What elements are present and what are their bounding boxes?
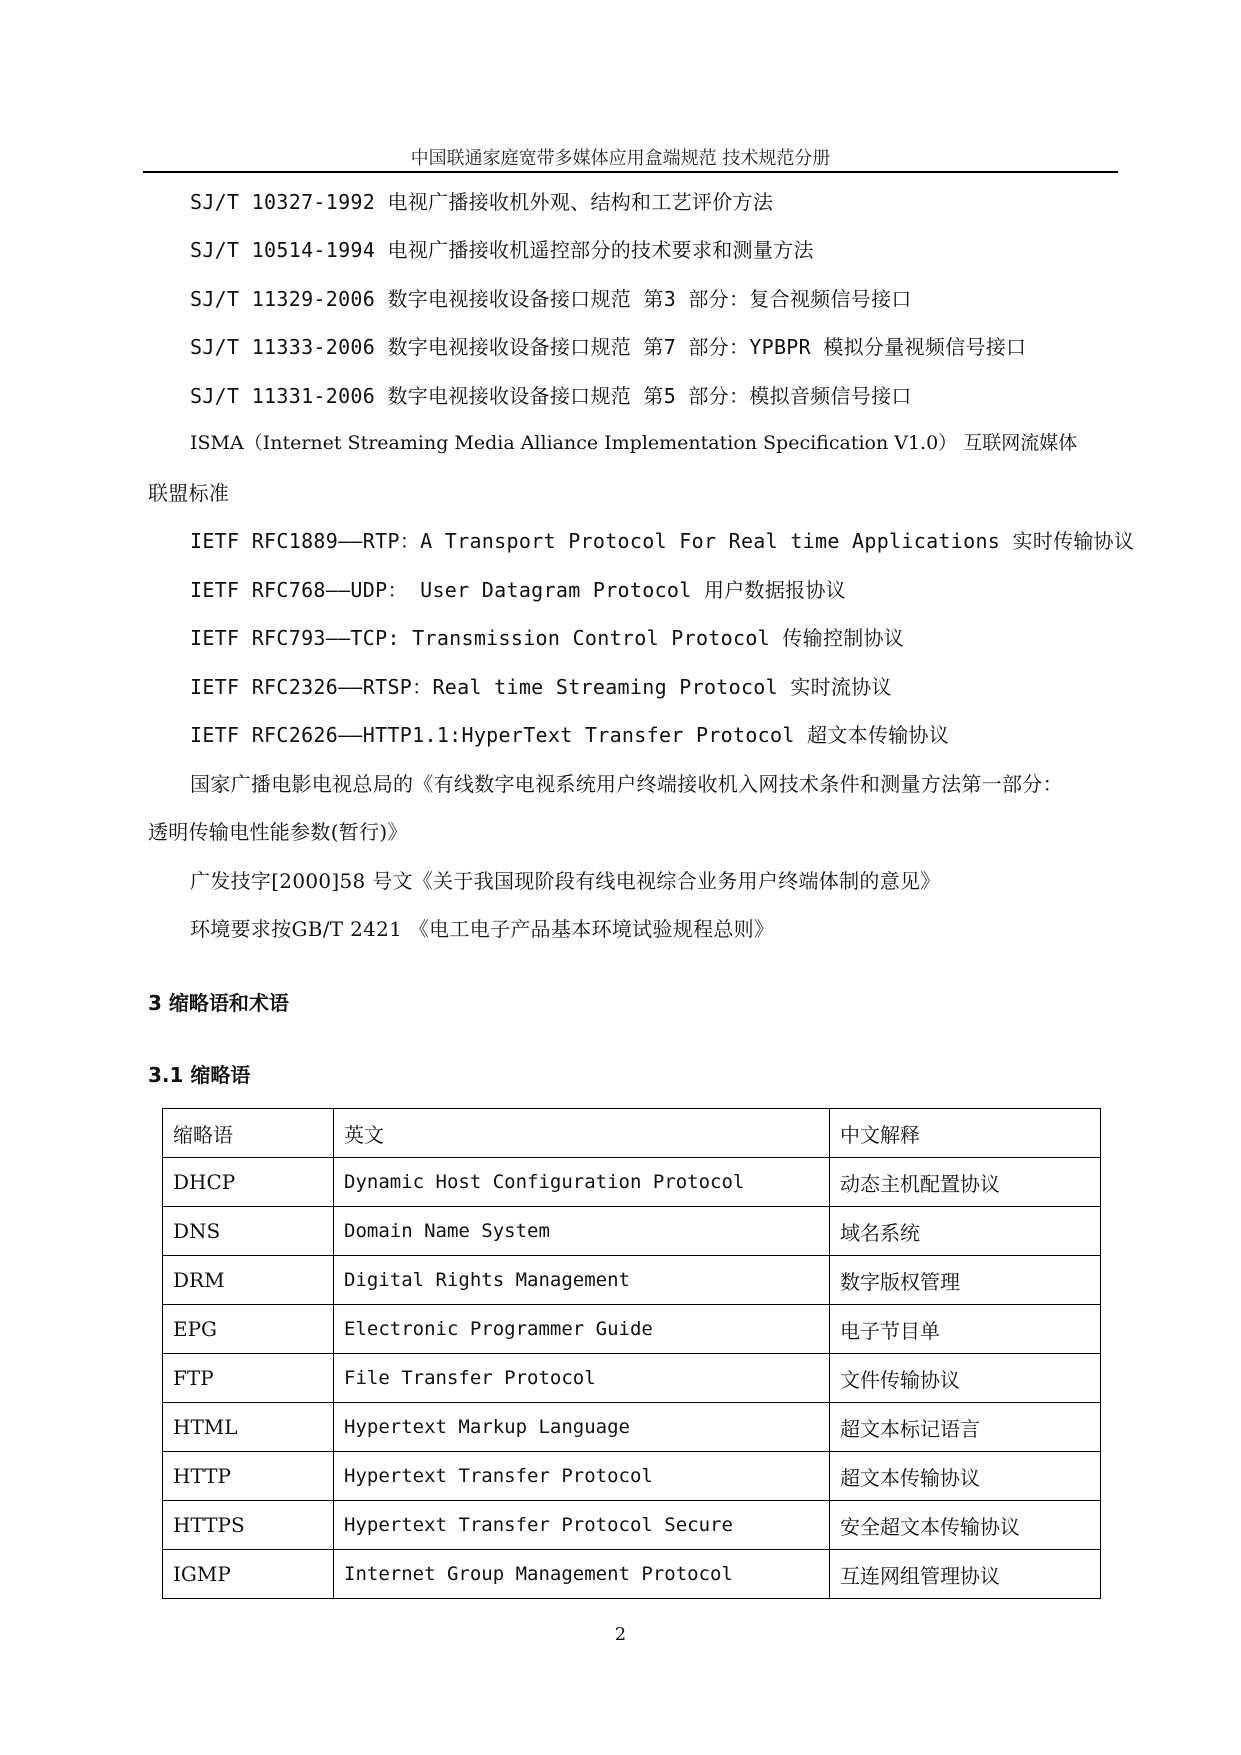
english-cell: Hypertext Transfer Protocol Secure <box>334 1501 830 1550</box>
chinese-cell: 数字版权管理 <box>830 1256 1101 1305</box>
chinese-cell: 安全超文本传输协议 <box>830 1501 1101 1550</box>
column-header-english: 英文 <box>334 1109 830 1158</box>
table-row <box>163 1354 1101 1403</box>
english-cell: Hypertext Markup Language <box>334 1403 830 1452</box>
chinese-cell: 互连网组管理协议 <box>830 1550 1101 1599</box>
english-cell: File Transfer Protocol <box>334 1354 830 1403</box>
table-row <box>163 1403 1101 1452</box>
chinese-cell: 动态主机配置协议 <box>830 1158 1101 1207</box>
english-cell: Domain Name System <box>334 1207 830 1256</box>
reference-line: SJ/T 11333-2006 数字电视接收设备接口规范 第7 部分：YPBPR 模拟分量视频信号接口 <box>190 335 1027 359</box>
reference-line: IETF RFC1889——RTP：A Transport Protocol For Real time Applications 实时传输协议 <box>190 529 1135 553</box>
abbreviation-cell: IGMP <box>163 1550 334 1599</box>
reference-line-continued: 联盟标准 <box>148 481 230 505</box>
reference-line: ISMA（Internet Streaming Media Alliance Implementation Specification V1.0） 互联网流媒体 <box>190 432 1078 454</box>
reference-line: SJ/T 10327-1992 电视广播接收机外观、结构和工艺评价方法 <box>190 190 774 214</box>
reference-line: SJ/T 11329-2006 数字电视接收设备接口规范 第3 部分：复合视频信号接口 <box>190 287 912 311</box>
page-header: 中国联通家庭宽带多媒体应用盒端规范 技术规范分册 <box>410 148 831 169</box>
table-row <box>163 1256 1101 1305</box>
table-row <box>163 1158 1101 1207</box>
abbreviation-cell: DHCP <box>163 1158 334 1207</box>
reference-line: 广发技字[2000]58 号文《关于我国现阶段有线电视综合业务用户终端体制的意见》 <box>190 869 941 893</box>
abbreviation-cell: HTTPS <box>163 1501 334 1550</box>
table-row <box>163 1305 1101 1354</box>
abbreviation-cell: DNS <box>163 1207 334 1256</box>
reference-line: IETF RFC2626——HTTP1.1:HyperText Transfer Protocol 超文本传输协议 <box>190 723 950 747</box>
reference-line: SJ/T 11331-2006 数字电视接收设备接口规范 第5 部分：模拟音频信号接口 <box>190 384 912 408</box>
reference-line: 国家广播电影电视总局的《有线数字电视系统用户终端接收机入网技术条件和测量方法第一部分： <box>190 772 1063 796</box>
chinese-cell: 超文本传输协议 <box>830 1452 1101 1501</box>
english-cell: Digital Rights Management <box>334 1256 830 1305</box>
chinese-cell: 域名系统 <box>830 1207 1101 1256</box>
table-row <box>163 1550 1101 1599</box>
reference-line-continued: 透明传输电性能参数(暂行)》 <box>148 820 408 844</box>
english-cell: Internet Group Management Protocol <box>334 1550 830 1599</box>
abbreviation-table <box>162 1108 1101 1599</box>
table-row <box>163 1452 1101 1501</box>
chinese-cell: 电子节目单 <box>830 1305 1101 1354</box>
reference-line: IETF RFC768——UDP： User Datagram Protocol 用户数据报协议 <box>190 578 847 602</box>
chinese-cell: 文件传输协议 <box>830 1354 1101 1403</box>
abbreviation-cell: DRM <box>163 1256 334 1305</box>
abbreviation-cell: FTP <box>163 1354 334 1403</box>
reference-line: IETF RFC793——TCP: Transmission Control Protocol 传输控制协议 <box>190 626 905 650</box>
english-cell: Dynamic Host Configuration Protocol <box>334 1158 830 1207</box>
table-row <box>163 1501 1101 1550</box>
abbreviation-cell: HTTP <box>163 1452 334 1501</box>
column-header-chinese: 中文解释 <box>830 1109 1101 1158</box>
column-header-abbreviation: 缩略语 <box>163 1109 334 1158</box>
english-cell: Hypertext Transfer Protocol <box>334 1452 830 1501</box>
table-header-row <box>163 1109 1101 1158</box>
abbreviation-cell: EPG <box>163 1305 334 1354</box>
section-heading: 3 缩略语和术语 <box>148 991 289 1015</box>
page-number: 2 <box>614 1624 627 1645</box>
header-divider <box>143 171 1118 173</box>
table-row <box>163 1207 1101 1256</box>
reference-line: SJ/T 10514-1994 电视广播接收机遥控部分的技术要求和测量方法 <box>190 238 814 262</box>
reference-line: 环境要求按GB/T 2421 《电工电子产品基本环境试验规程总则》 <box>190 917 775 941</box>
reference-line: IETF RFC2326——RTSP：Real time Streaming Protocol 实时流协议 <box>190 675 892 699</box>
abbreviation-cell: HTML <box>163 1403 334 1452</box>
english-cell: Electronic Programmer Guide <box>334 1305 830 1354</box>
subsection-heading: 3.1 缩略语 <box>148 1063 251 1087</box>
chinese-cell: 超文本标记语言 <box>830 1403 1101 1452</box>
